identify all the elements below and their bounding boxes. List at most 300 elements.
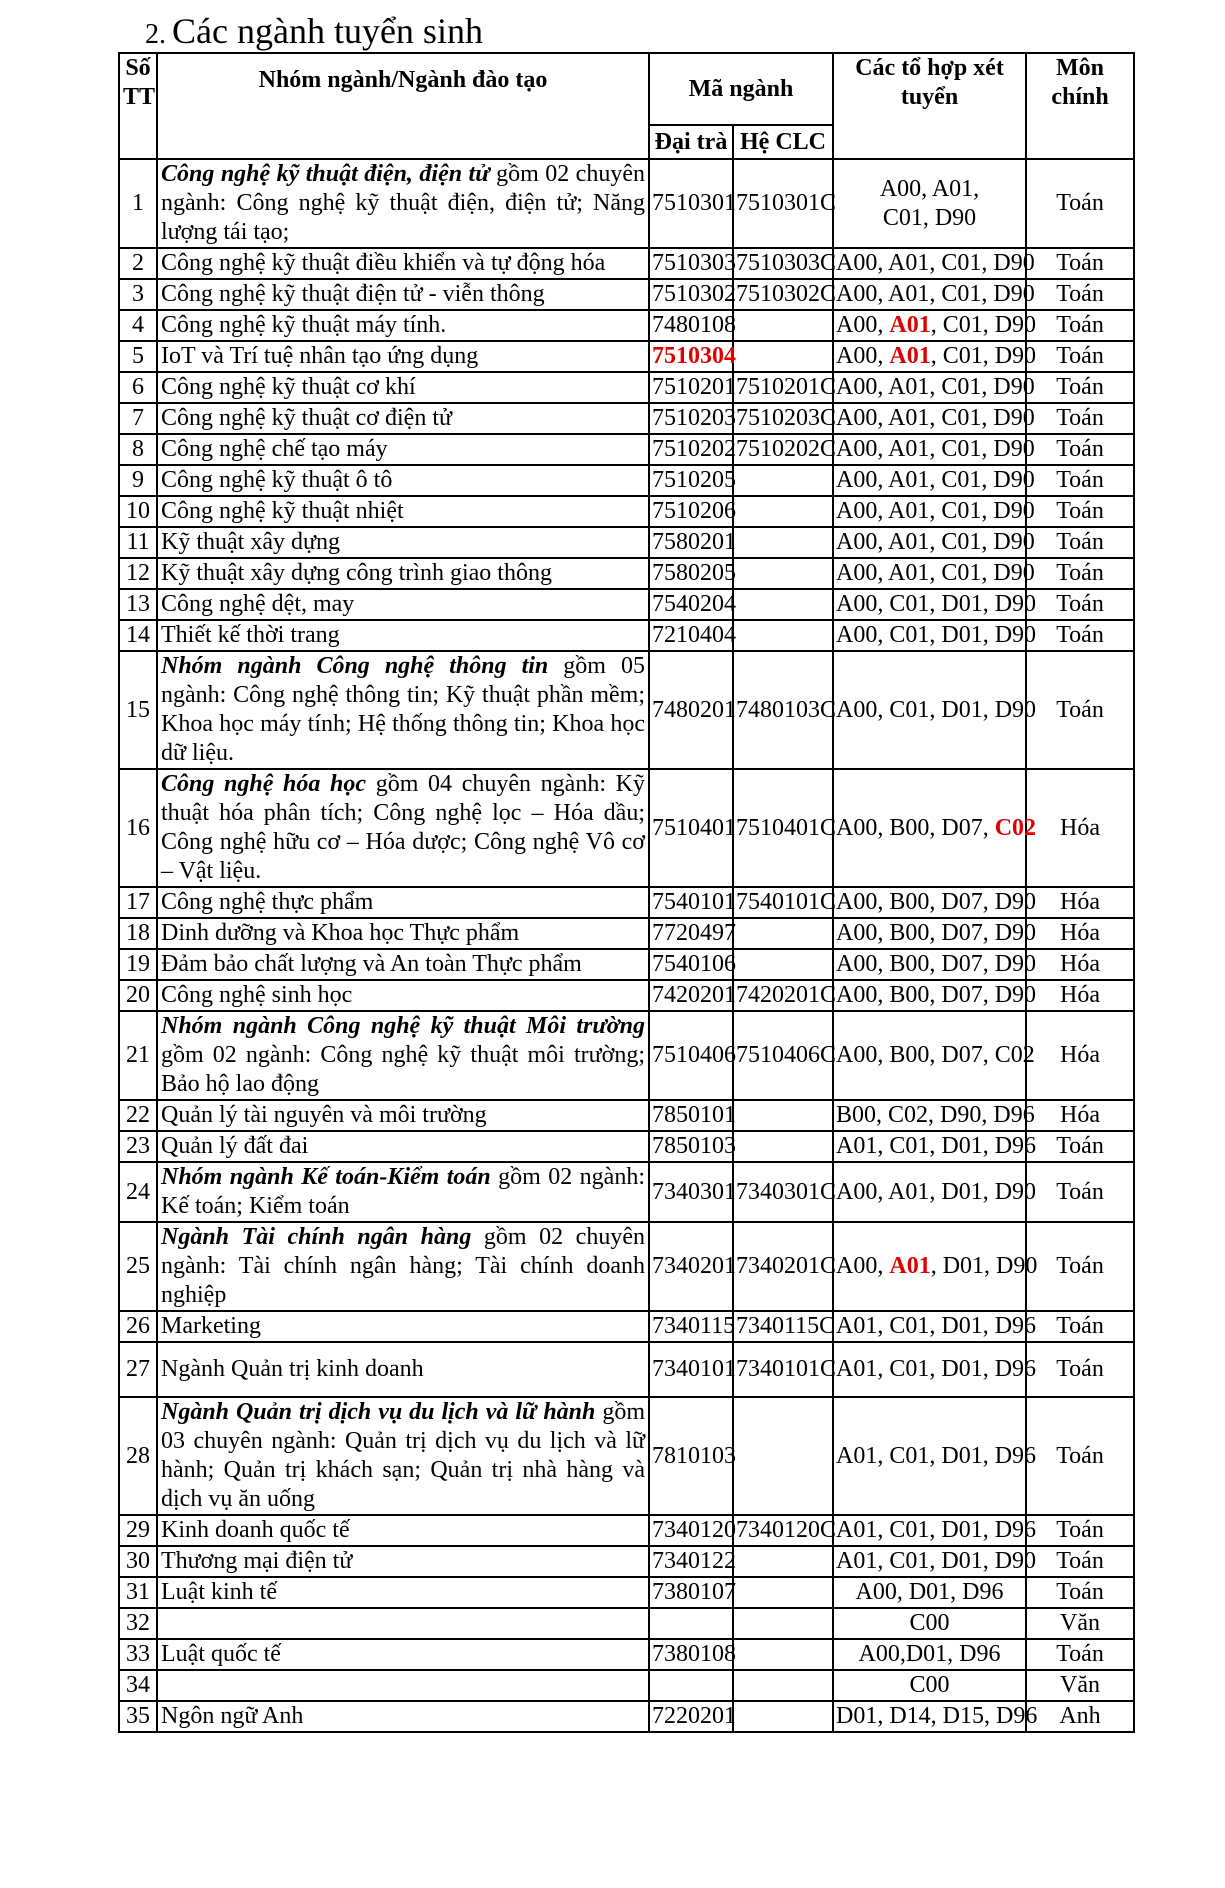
row-combination-line: A00, A01, C01, D90 (836, 436, 1035, 462)
row-combination (833, 1701, 1038, 1732)
row-clc: 7420201C (733, 980, 833, 1011)
row-combination-line: A01, C01, D01, D96 (836, 1356, 1037, 1382)
row-mon-chinh: Toán (1026, 1311, 1134, 1342)
row-name: Công nghệ dệt, may (157, 589, 649, 620)
row-stt: 1 (119, 159, 157, 248)
row-combination-line: A00, A01, C01, D90 (836, 250, 1035, 276)
row-mon-chinh: Toán (1026, 403, 1134, 434)
row-name-bold: Nhóm ngành Công nghệ kỹ thuật Môi trường (161, 1013, 645, 1039)
row-mon-chinh: Toán (1026, 1639, 1134, 1670)
row-mon-chinh: Toán (1026, 496, 1134, 527)
row-combination-part: A00, (836, 343, 890, 369)
row-clc (733, 1131, 833, 1162)
row-stt: 4 (119, 310, 157, 341)
row-combination (833, 1131, 1037, 1162)
row-dai-tra: 7220201 (649, 1701, 733, 1732)
row-combination (833, 465, 1035, 496)
row-dai-tra: 7380107 (649, 1577, 733, 1608)
row-combination (833, 769, 1037, 887)
table-row (119, 1608, 1134, 1639)
row-mon-chinh: Toán (1026, 1515, 1134, 1546)
section-title (145, 10, 483, 56)
row-dai-tra: 7340201 (649, 1222, 733, 1311)
row-combination-line: C00 (909, 1610, 950, 1636)
table-row (119, 1515, 1134, 1546)
row-combination-highlight: A01 (889, 312, 931, 338)
header-he-clc: Hệ CLC (733, 125, 833, 159)
row-combination (833, 1397, 1037, 1515)
row-name-bold: Công nghệ hóa học (161, 771, 367, 797)
row-name-rest: gồm 04 chuyên ngành: Kỹ thuật hóa phân tích; Công nghệ lọc – Hóa dầu; Công nghệ hữu cơ – Hóa dược; Công nghệ Vô cơ – Vật liệu. (161, 771, 645, 884)
row-name: Công nghệ chế tạo máy (157, 434, 649, 465)
row-name-rest: gồm 03 chuyên ngành: Quản trị dịch vụ du lịch và lữ hành; Quản trị khách sạn; Quản trị nhà hàng và dịch vụ ăn uống (161, 1399, 645, 1512)
row-mon-chinh: Toán (1026, 1577, 1134, 1608)
row-dai-tra: 7340115 (649, 1311, 733, 1342)
row-combination-line: A00, C01, D01, D90 (836, 622, 1037, 648)
row-name: Công nghệ kỹ thuật máy tính. (157, 310, 649, 341)
row-combination (833, 1577, 1026, 1608)
row-combination-line: A01, C01, D01, D90 (836, 1548, 1037, 1574)
row-clc: 7340120C (733, 1515, 833, 1546)
row-clc: 7340115C (733, 1311, 833, 1342)
row-stt: 30 (119, 1546, 157, 1577)
row-clc: 7510406C (733, 1011, 833, 1100)
row-combination (833, 248, 1035, 279)
row-name: Quản lý đất đai (157, 1131, 649, 1162)
table-row (119, 1577, 1134, 1608)
row-stt: 10 (119, 496, 157, 527)
row-combination (833, 1546, 1037, 1577)
table-row (119, 372, 1134, 403)
row-clc (733, 558, 833, 589)
row-dai-tra: 7340122 (649, 1546, 733, 1577)
row-combination (833, 159, 1026, 248)
row-name: Đảm bảo chất lượng và An toàn Thực phẩm (157, 949, 649, 980)
row-name: Kỹ thuật xây dựng (157, 527, 649, 558)
row-dai-tra: 7510205 (649, 465, 733, 496)
row-stt: 9 (119, 465, 157, 496)
row-combination (833, 1342, 1037, 1397)
row-combination (833, 1162, 1037, 1222)
row-combination-line: C01, D90 (882, 204, 977, 231)
row-combination-line: A00, A01, C01, D90 (836, 374, 1035, 400)
row-dai-tra: 7580205 (649, 558, 733, 589)
row-name: Công nghệ kỹ thuật cơ điện tử (157, 403, 649, 434)
row-name (157, 1608, 649, 1639)
row-combination-part: , D01, D90 (930, 1253, 1038, 1279)
row-dai-tra: 7540204 (649, 589, 733, 620)
row-name-rest: gồm 02 ngành: Công nghệ kỹ thuật môi trường; Bảo hộ lao động (161, 1042, 645, 1097)
row-name (157, 1670, 649, 1701)
table-row (119, 558, 1134, 589)
row-stt: 5 (119, 341, 157, 372)
table-row (119, 159, 1134, 248)
row-name-rest: gồm 02 chuyên ngành: Công nghệ kỹ thuật điện, điện tử; Năng lượng tái tạo; (161, 161, 645, 245)
table-row (119, 310, 1134, 341)
row-combination-highlight: A01 (889, 343, 931, 369)
table-row (119, 1311, 1134, 1342)
row-combination-line: A00, A01, C01, D90 (836, 467, 1035, 493)
table-row (119, 341, 1134, 372)
row-dai-tra (649, 341, 736, 372)
row-combination-highlight: C02 (994, 814, 1037, 841)
row-combination (833, 310, 1037, 341)
row-dai-tra: 7420201 (649, 980, 733, 1011)
row-name: Công nghệ kỹ thuật ô tô (157, 465, 649, 496)
row-stt: 31 (119, 1577, 157, 1608)
row-combination-line: A00, C01, D01, D90 (836, 696, 1037, 723)
row-name-bold: Ngành Quản trị dịch vụ du lịch và lữ hành (161, 1399, 596, 1425)
row-clc (733, 527, 833, 558)
table-row (119, 1397, 1134, 1515)
table-row (119, 1011, 1134, 1100)
row-mon-chinh: Toán (1026, 279, 1134, 310)
row-stt: 33 (119, 1639, 157, 1670)
row-clc (733, 1546, 833, 1577)
row-dai-tra: 7850101 (649, 1100, 733, 1131)
table-row (119, 769, 1134, 887)
row-clc: 7510201C (733, 372, 833, 403)
row-name-bold: Ngành Tài chính ngân hàng (161, 1224, 472, 1250)
row-combination-line: A00, B00, D07, D90 (836, 951, 1037, 977)
row-stt: 3 (119, 279, 157, 310)
row-name-bold: Công nghệ kỹ thuật điện, điện tử (161, 161, 490, 187)
row-combination (833, 527, 1035, 558)
row-name: Luật quốc tế (157, 1639, 649, 1670)
row-mon-chinh: Hóa (1026, 887, 1134, 918)
row-clc (733, 1670, 833, 1701)
row-name (157, 159, 649, 248)
row-combination-line: A00, B00, D07, D90 (836, 982, 1037, 1008)
row-stt: 11 (119, 527, 157, 558)
row-dai-tra: 7480201 (649, 651, 733, 769)
row-clc (733, 341, 833, 372)
row-stt: 16 (119, 769, 157, 887)
row-mon-chinh: Toán (1026, 651, 1134, 769)
row-name: Dinh dưỡng và Khoa học Thực phẩm (157, 918, 649, 949)
row-dai-tra: 7340301 (649, 1162, 733, 1222)
row-combination-line: A00, A01, C01, D90 (836, 560, 1035, 586)
row-combination-line: B00, C02, D90, D96 (836, 1102, 1035, 1128)
row-name-bold: Nhóm ngành Công nghệ thông tin (161, 653, 549, 679)
row-dai-tra: 7510202 (649, 434, 733, 465)
table-row (119, 1546, 1134, 1577)
row-combination (833, 949, 1037, 980)
row-name: Công nghệ thực phẩm (157, 887, 649, 918)
row-mon-chinh: Toán (1026, 1342, 1134, 1397)
row-clc (733, 918, 833, 949)
row-dai-tra: 7720497 (649, 918, 733, 949)
row-name: Công nghệ kỹ thuật cơ khí (157, 372, 649, 403)
table-row (119, 949, 1134, 980)
row-stt: 29 (119, 1515, 157, 1546)
row-stt: 21 (119, 1011, 157, 1100)
row-dai-tra: 7340101 (649, 1342, 733, 1397)
row-combination (833, 1011, 1035, 1100)
row-clc: 7340301C (733, 1162, 833, 1222)
row-combination (833, 1311, 1037, 1342)
row-name: Luật kinh tế (157, 1577, 649, 1608)
row-mon-chinh: Toán (1026, 589, 1134, 620)
row-name (157, 1162, 649, 1222)
row-combination-part: , C01, D90 (930, 312, 1037, 338)
header-to-hop: Các tổ hợp xét tuyển (833, 53, 1026, 159)
row-combination (833, 980, 1037, 1011)
row-stt: 15 (119, 651, 157, 769)
row-name (157, 651, 649, 769)
row-stt: 25 (119, 1222, 157, 1311)
admissions-table (118, 52, 1135, 1733)
row-combination-part: , C01, D90 (930, 343, 1037, 369)
header-ma-nganh: Mã ngành (649, 53, 833, 125)
row-combination (833, 1100, 1035, 1131)
row-combination-line: A00, B00, D07, C02 (836, 1042, 1035, 1068)
row-stt: 19 (119, 949, 157, 980)
row-dai-tra: 7510201 (649, 372, 733, 403)
row-mon-chinh: Văn (1026, 1608, 1134, 1639)
table-row (119, 887, 1134, 918)
row-combination (833, 558, 1035, 589)
row-name: Marketing (157, 1311, 649, 1342)
table-row (119, 1131, 1134, 1162)
row-mon-chinh: Toán (1026, 434, 1134, 465)
table-row (119, 1100, 1134, 1131)
row-combination (833, 620, 1037, 651)
row-clc: 7510401C (733, 769, 833, 887)
table-row (119, 1670, 1134, 1701)
row-mon-chinh: Toán (1026, 620, 1134, 651)
row-combination-line: A00, C01, D01, D90 (836, 591, 1037, 617)
row-combination-line: A00, A01, C01, D90 (836, 405, 1035, 431)
row-mon-chinh: Toán (1026, 1546, 1134, 1577)
row-mon-chinh: Toán (1026, 159, 1134, 248)
row-clc (733, 1608, 833, 1639)
row-combination-line: A01, C01, D01, D96 (836, 1133, 1037, 1159)
row-stt: 14 (119, 620, 157, 651)
row-stt: 18 (119, 918, 157, 949)
row-name: IoT và Trí tuệ nhân tạo ứng dụng (157, 341, 649, 372)
row-dai-tra: 7510301 (649, 159, 733, 248)
row-mon-chinh: Toán (1026, 1222, 1134, 1311)
row-name-bold: Nhóm ngành Kế toán-Kiểm toán (161, 1164, 491, 1190)
row-mon-chinh: Toán (1026, 1131, 1134, 1162)
row-mon-chinh: Toán (1026, 1397, 1134, 1515)
row-clc: 7540101C (733, 887, 833, 918)
row-stt: 17 (119, 887, 157, 918)
row-stt: 13 (119, 589, 157, 620)
row-mon-chinh: Hóa (1026, 918, 1134, 949)
row-dai-tra (649, 1608, 733, 1639)
table-row (119, 620, 1134, 651)
row-mon-chinh: Toán (1026, 310, 1134, 341)
row-mon-chinh: Toán (1026, 372, 1134, 403)
row-clc (733, 1577, 833, 1608)
row-mon-chinh: Hóa (1026, 1100, 1134, 1131)
section-title-text: Các ngành tuyển sinh (172, 11, 483, 51)
row-clc (733, 465, 833, 496)
row-stt: 23 (119, 1131, 157, 1162)
row-name: Kỹ thuật xây dựng công trình giao thông (157, 558, 649, 589)
row-clc: 7340101C (733, 1342, 833, 1397)
row-clc: 7510303C (733, 248, 833, 279)
row-name-rest: gồm 02 chuyên ngành: Tài chính ngân hàng; Tài chính doanh nghiệp (161, 1224, 645, 1308)
row-combination (833, 651, 1037, 769)
row-stt: 20 (119, 980, 157, 1011)
row-combination (833, 434, 1035, 465)
row-combination (833, 918, 1037, 949)
row-clc (733, 1100, 833, 1131)
row-name (157, 1222, 649, 1311)
row-mon-chinh: Hóa (1026, 769, 1134, 887)
row-combination-line: A01, C01, D01, D96 (836, 1442, 1037, 1469)
row-name: Ngôn ngữ Anh (157, 1701, 649, 1732)
row-combination (833, 403, 1035, 434)
row-combination-line: A00,D01, D96 (858, 1641, 1001, 1667)
row-combination-line: A00, A01, D01, D90 (836, 1178, 1037, 1205)
row-combination (833, 589, 1037, 620)
header-mon-chinh: Môn chính (1026, 53, 1134, 159)
table-row (119, 1222, 1134, 1311)
row-clc: 7480103C (733, 651, 833, 769)
table-row (119, 279, 1134, 310)
row-stt: 7 (119, 403, 157, 434)
row-clc (733, 1701, 833, 1732)
row-mon-chinh: Anh (1026, 1701, 1134, 1732)
row-combination (833, 341, 1037, 372)
row-combination-line: A00, A01, C01, D90 (836, 281, 1035, 307)
row-combination-line: A00, B00, D07, D90 (836, 889, 1037, 915)
row-combination (833, 1608, 1026, 1639)
row-stt: 26 (119, 1311, 157, 1342)
row-clc: 7510202C (733, 434, 833, 465)
table-row (119, 589, 1134, 620)
row-name: Thương mại điện tử (157, 1546, 649, 1577)
table-row (119, 651, 1134, 769)
table-body (119, 159, 1134, 1732)
row-stt: 27 (119, 1342, 157, 1397)
row-combination-highlight: A01 (889, 1253, 931, 1279)
row-combination (833, 887, 1037, 918)
row-dai-tra: 7540101 (649, 887, 733, 918)
table-row (119, 1701, 1134, 1732)
header-nganh: Nhóm ngành/Ngành đào tạo (157, 53, 649, 159)
row-name: Công nghệ kỹ thuật điện tử - viễn thông (157, 279, 649, 310)
table-row (119, 980, 1134, 1011)
row-dai-tra: 7540106 (649, 949, 733, 980)
row-name: Công nghệ sinh học (157, 980, 649, 1011)
row-clc (733, 949, 833, 980)
row-dai-tra: 7510401 (649, 769, 733, 887)
row-dai-tra: 7340120 (649, 1515, 733, 1546)
row-clc: 7510302C (733, 279, 833, 310)
row-name: Kinh doanh quốc tế (157, 1515, 649, 1546)
row-clc (733, 1397, 833, 1515)
row-name: Quản lý tài nguyên và môi trường (157, 1100, 649, 1131)
row-stt: 2 (119, 248, 157, 279)
row-mon-chinh: Hóa (1026, 1011, 1134, 1100)
row-clc (733, 1639, 833, 1670)
table-row (119, 1162, 1134, 1222)
row-name-rest: gồm 02 ngành: Kế toán; Kiểm toán (161, 1164, 645, 1219)
row-stt: 28 (119, 1397, 157, 1515)
row-combination (833, 279, 1035, 310)
row-name: Ngành Quản trị kinh doanh (157, 1342, 649, 1397)
row-name: Công nghệ kỹ thuật điều khiển và tự động hóa (157, 248, 649, 279)
row-mon-chinh: Hóa (1026, 949, 1134, 980)
row-mon-chinh: Văn (1026, 1670, 1134, 1701)
row-clc: 7340201C (733, 1222, 833, 1311)
row-combination (833, 1670, 1026, 1701)
header-stt: Số TT (119, 53, 157, 159)
row-dai-tra (649, 1670, 733, 1701)
row-stt: 6 (119, 372, 157, 403)
row-combination-line: C00 (909, 1672, 950, 1698)
table-row (119, 403, 1134, 434)
row-stt: 35 (119, 1701, 157, 1732)
row-combination-line: D01, D14, D15, D96 (836, 1703, 1038, 1729)
row-combination-line: A00, A01, (879, 175, 980, 202)
row-combination-line: A00, D01, D96 (855, 1579, 1004, 1605)
row-dai-tra: 7510303 (649, 248, 733, 279)
row-mon-chinh: Toán (1026, 1162, 1134, 1222)
row-clc (733, 620, 833, 651)
row-dai-tra: 7510406 (649, 1011, 733, 1100)
row-dai-tra: 7380108 (649, 1639, 733, 1670)
row-stt: 22 (119, 1100, 157, 1131)
row-dai-tra: 7580201 (649, 527, 733, 558)
row-dai-tra: 7850103 (649, 1131, 733, 1162)
row-name (157, 1011, 649, 1100)
row-name-rest: gồm 05 ngành: Công nghệ thông tin; Kỹ thuật phần mềm; Khoa học máy tính; Hệ thống thông tin; Khoa học dữ liệu. (161, 653, 646, 766)
table-row (119, 1342, 1134, 1397)
row-mon-chinh: Hóa (1026, 980, 1134, 1011)
row-clc: 7510203C (733, 403, 833, 434)
row-name (157, 1397, 649, 1515)
row-combination-line: A01, C01, D01, D96 (836, 1517, 1037, 1543)
section-number: 2. (145, 19, 166, 50)
row-combination-line: A01, C01, D01, D96 (836, 1313, 1037, 1339)
row-combination-part: A00, (836, 1253, 890, 1279)
row-combination-part: A00, (836, 312, 890, 338)
row-name: Thiết kế thời trang (157, 620, 649, 651)
row-combination-line: A00, B00, D07, D90 (836, 920, 1037, 946)
row-stt: 34 (119, 1670, 157, 1701)
table-row (119, 465, 1134, 496)
row-combination (833, 496, 1035, 527)
row-clc (733, 589, 833, 620)
table-row (119, 1639, 1134, 1670)
table-row (119, 248, 1134, 279)
table-row (119, 918, 1134, 949)
row-combination (833, 1639, 1026, 1670)
row-mon-chinh: Toán (1026, 341, 1134, 372)
row-mon-chinh: Toán (1026, 558, 1134, 589)
row-clc (733, 496, 833, 527)
header-dai-tra: Đại trà (649, 125, 733, 159)
table-row (119, 496, 1134, 527)
row-combination (833, 1515, 1037, 1546)
row-stt: 8 (119, 434, 157, 465)
row-combination (833, 372, 1035, 403)
row-dai-tra: 7210404 (649, 620, 733, 651)
row-dai-tra: 7510206 (649, 496, 733, 527)
row-clc (733, 310, 833, 341)
row-stt: 24 (119, 1162, 157, 1222)
row-combination (833, 1222, 1038, 1311)
row-dai-tra: 7510203 (649, 403, 733, 434)
row-mon-chinh: Toán (1026, 527, 1134, 558)
row-clc: 7510301C (733, 159, 833, 248)
